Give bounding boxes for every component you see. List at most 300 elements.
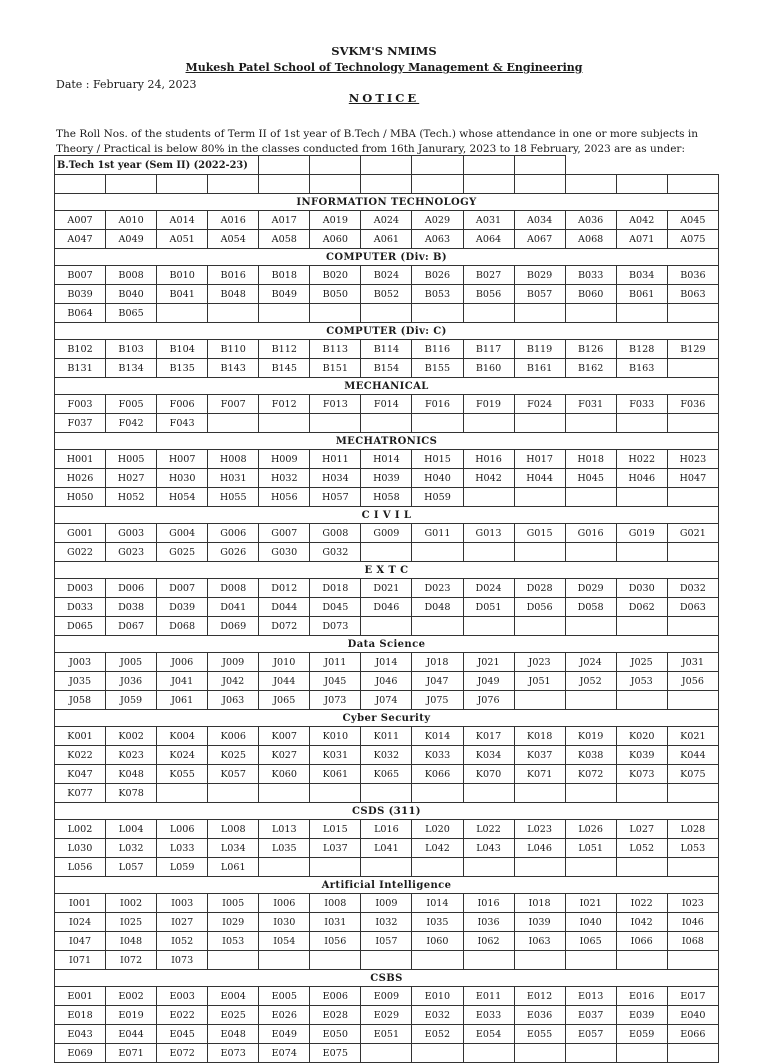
roll-number-cell: H016 xyxy=(463,450,514,469)
roll-number-cell: B113 xyxy=(310,340,361,359)
roll-number-cell: B119 xyxy=(514,340,565,359)
roll-number-cell: E022 xyxy=(157,1006,208,1025)
roll-number-cell xyxy=(208,414,259,433)
roll-number-cell: I016 xyxy=(463,894,514,913)
roll-number-cell: E036 xyxy=(514,1006,565,1025)
roll-number-cell xyxy=(514,414,565,433)
roll-number-cell: B064 xyxy=(55,304,106,323)
roll-number-cell xyxy=(667,1044,718,1063)
roll-number-cell: H011 xyxy=(310,450,361,469)
table-row xyxy=(55,765,719,784)
roll-number-cell: J042 xyxy=(208,672,259,691)
roll-number-cell: A063 xyxy=(412,230,463,249)
roll-number-cell: G022 xyxy=(55,543,106,562)
roll-number-cell: I022 xyxy=(616,894,667,913)
roll-number-cell xyxy=(667,304,718,323)
roll-number-cell: I039 xyxy=(514,913,565,932)
roll-number-cell: B131 xyxy=(55,359,106,378)
roll-number-cell: D006 xyxy=(106,579,157,598)
roll-number-cell: I056 xyxy=(310,932,361,951)
roll-number-cell xyxy=(565,543,616,562)
roll-number-cell: J031 xyxy=(667,653,718,672)
roll-number-cell: F037 xyxy=(55,414,106,433)
roll-number-cell: J063 xyxy=(208,691,259,710)
roll-number-cell xyxy=(616,858,667,877)
table-cell xyxy=(361,156,412,175)
roll-number-cell: I068 xyxy=(667,932,718,951)
roll-number-cell: I036 xyxy=(463,913,514,932)
notice-title: NOTICE xyxy=(348,91,420,105)
roll-number-cell xyxy=(565,691,616,710)
table-row xyxy=(55,784,719,803)
roll-number-cell xyxy=(667,359,718,378)
roll-number-cell: K039 xyxy=(616,746,667,765)
roll-number-cell: L022 xyxy=(463,820,514,839)
roll-number-cell: H054 xyxy=(157,488,208,507)
roll-number-cell: E037 xyxy=(565,1006,616,1025)
roll-number-cell: B145 xyxy=(259,359,310,378)
roll-number-cell: L057 xyxy=(106,858,157,877)
roll-number-cell xyxy=(412,951,463,970)
roll-number-cell: J052 xyxy=(565,672,616,691)
table-cell xyxy=(310,175,361,194)
roll-number-cell xyxy=(616,1044,667,1063)
roll-number-cell: J044 xyxy=(259,672,310,691)
table-cell xyxy=(463,156,514,175)
roll-number-cell xyxy=(412,617,463,636)
roll-number-cell: A017 xyxy=(259,211,310,230)
roll-number-cell: J021 xyxy=(463,653,514,672)
roll-number-cell: H009 xyxy=(259,450,310,469)
roll-number-cell: D056 xyxy=(514,598,565,617)
roll-number-cell: B163 xyxy=(616,359,667,378)
roll-number-cell: B034 xyxy=(616,266,667,285)
roll-number-cell xyxy=(361,784,412,803)
table-cell xyxy=(514,175,565,194)
roll-number-cell: D073 xyxy=(310,617,361,636)
roll-number-cell: K031 xyxy=(310,746,361,765)
roll-number-cell: B154 xyxy=(361,359,412,378)
section-header-row xyxy=(55,710,719,727)
table-caption: B.Tech 1st year (Sem II) (2022-23) xyxy=(55,156,259,175)
roll-number-cell: B020 xyxy=(310,266,361,285)
roll-number-cell: F024 xyxy=(514,395,565,414)
roll-number-cell: J023 xyxy=(514,653,565,672)
roll-number-cell: K019 xyxy=(565,727,616,746)
roll-number-cell xyxy=(463,543,514,562)
roll-number-cell: E016 xyxy=(616,987,667,1006)
roll-number-cell: B057 xyxy=(514,285,565,304)
roll-number-cell: L051 xyxy=(565,839,616,858)
roll-number-cell: H005 xyxy=(106,450,157,469)
roll-number-cell: L016 xyxy=(361,820,412,839)
roll-number-cell: A064 xyxy=(463,230,514,249)
roll-number-cell: K061 xyxy=(310,765,361,784)
roll-number-cell xyxy=(412,414,463,433)
roll-number-cell: E072 xyxy=(157,1044,208,1063)
roll-number-cell: B026 xyxy=(412,266,463,285)
roll-number-cell: L023 xyxy=(514,820,565,839)
roll-number-cell: I035 xyxy=(412,913,463,932)
table-row xyxy=(55,543,719,562)
table-row xyxy=(55,524,719,543)
section-title: C I V I L xyxy=(55,507,719,524)
roll-number-cell: J049 xyxy=(463,672,514,691)
roll-number-cell: B128 xyxy=(616,340,667,359)
roll-number-cell: D018 xyxy=(310,579,361,598)
roll-number-cell: J018 xyxy=(412,653,463,672)
roll-number-cell xyxy=(412,784,463,803)
table-cell xyxy=(208,175,259,194)
roll-number-cell: B161 xyxy=(514,359,565,378)
roll-number-cell: I006 xyxy=(259,894,310,913)
table-cell xyxy=(259,156,310,175)
roll-number-cell: B027 xyxy=(463,266,514,285)
table-row xyxy=(55,488,719,507)
roll-number-cell: K021 xyxy=(667,727,718,746)
roll-number-cell: K006 xyxy=(208,727,259,746)
roll-number-cell: D012 xyxy=(259,579,310,598)
roll-number-cell: I072 xyxy=(106,951,157,970)
roll-number-cell: K027 xyxy=(259,746,310,765)
roll-number-cell: J056 xyxy=(667,672,718,691)
roll-number-cell: F006 xyxy=(157,395,208,414)
roll-number-cell: B052 xyxy=(361,285,412,304)
roll-number-cell: G019 xyxy=(616,524,667,543)
roll-number-cell: D067 xyxy=(106,617,157,636)
roll-number-cell xyxy=(463,784,514,803)
roll-number-cell: K071 xyxy=(514,765,565,784)
table-row xyxy=(55,746,719,765)
roll-number-cell xyxy=(565,858,616,877)
roll-number-cell: H031 xyxy=(208,469,259,488)
roll-number-cell: J046 xyxy=(361,672,412,691)
roll-number-cell: H027 xyxy=(106,469,157,488)
roll-number-cell: D045 xyxy=(310,598,361,617)
roll-number-cell: H034 xyxy=(310,469,361,488)
roll-number-cell: H039 xyxy=(361,469,412,488)
table-row xyxy=(55,598,719,617)
roll-number-cell: G030 xyxy=(259,543,310,562)
roll-number-cell: K047 xyxy=(55,765,106,784)
table-row xyxy=(55,1006,719,1025)
roll-number-cell xyxy=(310,784,361,803)
roll-number-cell: E045 xyxy=(157,1025,208,1044)
roll-number-cell: K004 xyxy=(157,727,208,746)
roll-number-cell: A036 xyxy=(565,211,616,230)
roll-number-cell: G004 xyxy=(157,524,208,543)
table-cell xyxy=(412,156,463,175)
roll-number-cell xyxy=(616,488,667,507)
roll-number-cell xyxy=(514,951,565,970)
roll-number-cell: B056 xyxy=(463,285,514,304)
roll-number-cell xyxy=(463,414,514,433)
table-row xyxy=(55,285,719,304)
roll-number-cell xyxy=(616,691,667,710)
roll-number-cell: B104 xyxy=(157,340,208,359)
roll-number-cell: D041 xyxy=(208,598,259,617)
roll-number-cell: I021 xyxy=(565,894,616,913)
roll-number-cell xyxy=(361,1044,412,1063)
table-cell xyxy=(463,175,514,194)
roll-number-cell: F014 xyxy=(361,395,412,414)
roll-number-cell: B126 xyxy=(565,340,616,359)
roll-number-cell: F043 xyxy=(157,414,208,433)
roll-number-cell xyxy=(667,488,718,507)
roll-number-cell: J035 xyxy=(55,672,106,691)
table-row xyxy=(55,395,719,414)
roll-number-cell: D058 xyxy=(565,598,616,617)
roll-number-cell: F042 xyxy=(106,414,157,433)
roll-number-cell: B116 xyxy=(412,340,463,359)
roll-number-cell: B024 xyxy=(361,266,412,285)
roll-number-cell: F007 xyxy=(208,395,259,414)
roll-number-cell xyxy=(616,543,667,562)
roll-number-cell: L043 xyxy=(463,839,514,858)
roll-number-cell: H007 xyxy=(157,450,208,469)
section-title: Artificial Intelligence xyxy=(55,877,719,894)
roll-number-cell xyxy=(463,1044,514,1063)
roll-number-cell: G011 xyxy=(412,524,463,543)
roll-number-cell: K007 xyxy=(259,727,310,746)
roll-number-cell: H042 xyxy=(463,469,514,488)
roll-number-cell: H032 xyxy=(259,469,310,488)
roll-number-cell: D007 xyxy=(157,579,208,598)
table-cell xyxy=(106,175,157,194)
roll-number-cell: K066 xyxy=(412,765,463,784)
roll-number-cell: K037 xyxy=(514,746,565,765)
roll-number-cell: D021 xyxy=(361,579,412,598)
table-cell xyxy=(259,175,310,194)
section-title: MECHATRONICS xyxy=(55,433,719,450)
roll-number-cell: I057 xyxy=(361,932,412,951)
roll-number-cell: B129 xyxy=(667,340,718,359)
roll-number-cell: E006 xyxy=(310,987,361,1006)
roll-number-cell: D032 xyxy=(667,579,718,598)
roll-number-cell: A007 xyxy=(55,211,106,230)
roll-number-cell: J024 xyxy=(565,653,616,672)
roll-number-cell: A034 xyxy=(514,211,565,230)
roll-number-cell: G013 xyxy=(463,524,514,543)
roll-number-cell: E049 xyxy=(259,1025,310,1044)
roll-number-cell xyxy=(361,858,412,877)
roll-number-cell: J003 xyxy=(55,653,106,672)
roll-number-cell: E011 xyxy=(463,987,514,1006)
roll-number-cell: I040 xyxy=(565,913,616,932)
roll-number-cell: B033 xyxy=(565,266,616,285)
roll-number-cell: H045 xyxy=(565,469,616,488)
roll-number-cell: B162 xyxy=(565,359,616,378)
roll-number-cell: L059 xyxy=(157,858,208,877)
roll-number-cell xyxy=(208,951,259,970)
roll-number-cell xyxy=(157,304,208,323)
roll-number-cell: K020 xyxy=(616,727,667,746)
roll-number-cell: G009 xyxy=(361,524,412,543)
roll-number-cell: D065 xyxy=(55,617,106,636)
roll-number-cell xyxy=(361,951,412,970)
roll-number-cell xyxy=(667,784,718,803)
roll-number-cell: D030 xyxy=(616,579,667,598)
roll-number-cell: E044 xyxy=(106,1025,157,1044)
roll-number-cell: I014 xyxy=(412,894,463,913)
notice-intro: The Roll Nos. of the students of Term II of 1st year of B.Tech / MBA (Tech.) whose attendance in one or more subjects in Theory / Practical is below 80% in the classes conducted from 16th Janurary, 2023 to 18 February, 2023 are as under: xyxy=(56,128,699,155)
roll-number-cell: B008 xyxy=(106,266,157,285)
roll-number-cell: K065 xyxy=(361,765,412,784)
roll-number-cell: E057 xyxy=(565,1025,616,1044)
roll-number-cell: H018 xyxy=(565,450,616,469)
roll-number-cell: K060 xyxy=(259,765,310,784)
roll-number-cell: L015 xyxy=(310,820,361,839)
table-row xyxy=(55,469,719,488)
roll-number-cell: L042 xyxy=(412,839,463,858)
roll-number-cell: J076 xyxy=(463,691,514,710)
roll-number-cell: L028 xyxy=(667,820,718,839)
roll-number-cell xyxy=(514,1044,565,1063)
roll-number-cell: I030 xyxy=(259,913,310,932)
table-row xyxy=(55,617,719,636)
section-header-row xyxy=(55,970,719,987)
table-row xyxy=(55,858,719,877)
roll-number-cell: J005 xyxy=(106,653,157,672)
roll-number-cell xyxy=(514,691,565,710)
roll-number-cell: E001 xyxy=(55,987,106,1006)
roll-number-cell xyxy=(565,784,616,803)
table-row xyxy=(55,672,719,691)
roll-number-cell: E055 xyxy=(514,1025,565,1044)
roll-number-cell: B112 xyxy=(259,340,310,359)
table-cell xyxy=(667,175,718,194)
roll-number-cell: B117 xyxy=(463,340,514,359)
roll-number-cell: E026 xyxy=(259,1006,310,1025)
roll-number-cell: J065 xyxy=(259,691,310,710)
roll-number-cell: I066 xyxy=(616,932,667,951)
roll-number-cell: A019 xyxy=(310,211,361,230)
roll-number-cell: A010 xyxy=(106,211,157,230)
roll-number-cell: K044 xyxy=(667,746,718,765)
roll-number-cell: L032 xyxy=(106,839,157,858)
roll-number-cell: E005 xyxy=(259,987,310,1006)
roll-number-cell: K017 xyxy=(463,727,514,746)
roll-number-cell: I032 xyxy=(361,913,412,932)
roll-number-cell: L056 xyxy=(55,858,106,877)
roll-number-cell: D003 xyxy=(55,579,106,598)
roll-number-cell: E013 xyxy=(565,987,616,1006)
roll-number-cell: B110 xyxy=(208,340,259,359)
roll-number-cell: L052 xyxy=(616,839,667,858)
roll-number-cell xyxy=(208,784,259,803)
roll-number-cell: K048 xyxy=(106,765,157,784)
roll-number-cell: G021 xyxy=(667,524,718,543)
table-row xyxy=(55,913,719,932)
roll-number-cell: A060 xyxy=(310,230,361,249)
roll-number-cell: A047 xyxy=(55,230,106,249)
roll-number-cell: E009 xyxy=(361,987,412,1006)
roll-number-cell: L002 xyxy=(55,820,106,839)
roll-number-cell xyxy=(514,304,565,323)
roll-number-cell xyxy=(616,951,667,970)
table-row xyxy=(55,1044,719,1063)
roll-number-cell: I047 xyxy=(55,932,106,951)
table-row xyxy=(55,894,719,913)
roll-number-cell: I025 xyxy=(106,913,157,932)
roll-number-cell: K025 xyxy=(208,746,259,765)
roll-number-cell: L034 xyxy=(208,839,259,858)
roll-number-cell: H056 xyxy=(259,488,310,507)
roll-number-cell xyxy=(616,304,667,323)
roll-number-cell: A075 xyxy=(667,230,718,249)
roll-number-cell: A068 xyxy=(565,230,616,249)
roll-number-cell xyxy=(157,784,208,803)
roll-number-cell xyxy=(412,304,463,323)
roll-number-cell: D051 xyxy=(463,598,514,617)
section-title: INFORMATION TECHNOLOGY xyxy=(55,194,719,211)
roll-number-cell: I009 xyxy=(361,894,412,913)
roll-number-cell: G026 xyxy=(208,543,259,562)
roll-number-cell: H040 xyxy=(412,469,463,488)
roll-number-cell xyxy=(514,617,565,636)
table-cell xyxy=(361,175,412,194)
roll-number-cell xyxy=(310,951,361,970)
roll-number-table xyxy=(54,155,719,1063)
section-header-row xyxy=(55,378,719,395)
roll-number-cell: E004 xyxy=(208,987,259,1006)
roll-number-cell: H026 xyxy=(55,469,106,488)
roll-number-cell: I023 xyxy=(667,894,718,913)
roll-number-cell: L041 xyxy=(361,839,412,858)
roll-number-cell: K055 xyxy=(157,765,208,784)
roll-number-cell: I001 xyxy=(55,894,106,913)
roll-number-cell: A016 xyxy=(208,211,259,230)
roll-number-cell xyxy=(310,304,361,323)
table-cell xyxy=(565,175,616,194)
section-header-row xyxy=(55,803,719,820)
organization-name: SVKM'S NMIMS xyxy=(331,44,437,58)
roll-number-cell: D072 xyxy=(259,617,310,636)
roll-number-cell: J047 xyxy=(412,672,463,691)
roll-number-cell: E010 xyxy=(412,987,463,1006)
roll-number-cell xyxy=(514,488,565,507)
table-cell xyxy=(616,175,667,194)
roll-number-cell xyxy=(463,858,514,877)
roll-number-cell: K023 xyxy=(106,746,157,765)
roll-number-cell: E050 xyxy=(310,1025,361,1044)
table-row xyxy=(55,653,719,672)
roll-number-cell xyxy=(667,414,718,433)
roll-number-cell: B114 xyxy=(361,340,412,359)
roll-number-cell: K057 xyxy=(208,765,259,784)
roll-number-cell: D069 xyxy=(208,617,259,636)
roll-number-cell: K010 xyxy=(310,727,361,746)
roll-number-cell: J051 xyxy=(514,672,565,691)
table-caption-row xyxy=(55,156,719,175)
roll-number-cell: I065 xyxy=(565,932,616,951)
roll-number-cell: B063 xyxy=(667,285,718,304)
roll-number-cell: H055 xyxy=(208,488,259,507)
roll-number-cell: J058 xyxy=(55,691,106,710)
roll-number-cell xyxy=(565,488,616,507)
roll-number-cell: G008 xyxy=(310,524,361,543)
section-title: Data Science xyxy=(55,636,719,653)
roll-number-cell: F005 xyxy=(106,395,157,414)
roll-number-cell: K014 xyxy=(412,727,463,746)
notice-date: Date : February 24, 2023 xyxy=(56,78,197,91)
roll-number-cell: E048 xyxy=(208,1025,259,1044)
table-row xyxy=(55,304,719,323)
roll-number-cell: I052 xyxy=(157,932,208,951)
roll-number-cell xyxy=(463,951,514,970)
roll-number-cell: J025 xyxy=(616,653,667,672)
roll-number-cell: H058 xyxy=(361,488,412,507)
